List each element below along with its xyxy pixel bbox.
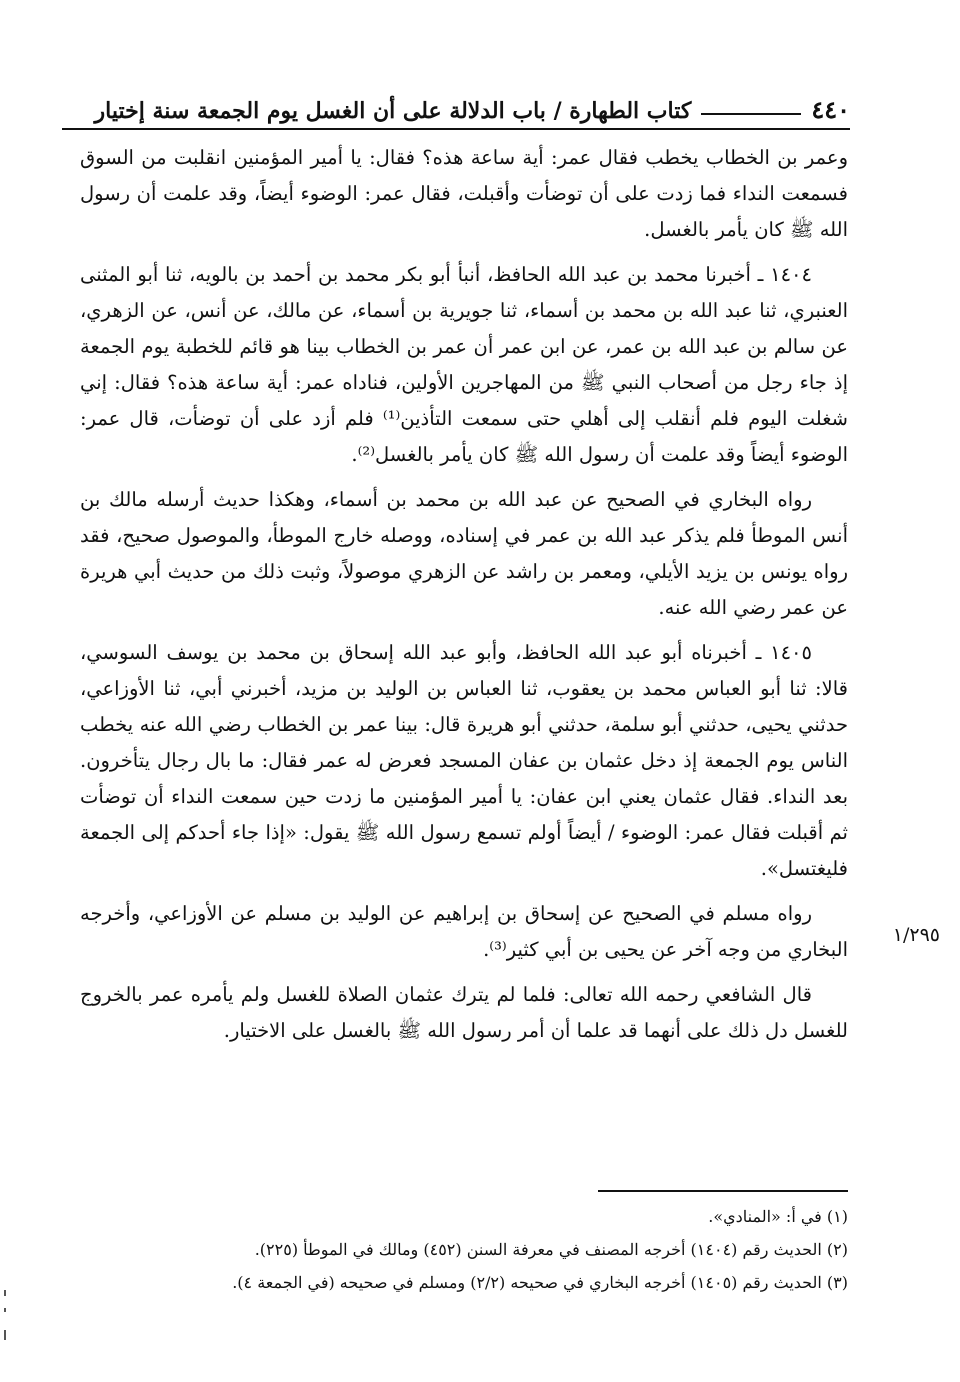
footnote-1: (١) في أ: «المنادي». <box>708 1207 848 1226</box>
paragraph-continuation: وعمر بن الخطاب يخطب فقال عمر: أية ساعة هذه؟ فقال: يا أمير المؤمنين انقلبت من السوق فسمعت النداء فما زدت على أن توضأت وأقبلت، فقال عمر: الوضوء أيضاً، وقد علمت أن رسول الله ﷺ كان يأمر بالغسل. <box>80 146 848 241</box>
page-header <box>62 82 850 130</box>
hadith-1404: ١٤٠٤ ـ أخبرنا محمد بن عبد الله الحافظ، أنبأ أبو بكر محمد بن أحمد بن بالويه، ثنا أبو المثنى العنبري، ثنا عبد الله بن محمد بن أسماء، ثنا جويرية بن أسماء، عن مالك، عن أنس، عن الزهري، عن سالم بن عبد الله بن عمر، عن ابن عمر أن عمر بن الخطاب بينا هو قائم للخطبة يوم الجمعة إذ جاء رجل من أصحاب النبي ﷺ من المهاجرين الأولين، فناداه عمر: أية ساعة هذه؟ فقال: إني شغلت اليوم فلم أنقلب إلى أهلي حتى سمعت التأذين⁽¹⁾ فلم أزد على أن توضأت، قال عمر: الوضوء أيضاً وقد علمت أن رسول الله ﷺ كان يأمر بالغسل⁽²⁾. <box>80 263 848 466</box>
shafii-commentary: قال الشافعي رحمه الله تعالى: فلما لم يترك عثمان الصلاة للغسل ولم يأمره عمر بالخروج للغسل دل ذلك على أنهما قد علما أن أمر رسول الله ﷺ بالغسل على الاختيار. <box>80 983 848 1042</box>
footnote-separator <box>598 1190 848 1192</box>
footnote-2: (٢) الحديث رقم (١٤٠٤) أخرجه المصنف في معرفة السنن (٤٥٢) ومالك في الموطأ (٢٢٥). <box>254 1240 848 1259</box>
commentary-1405: رواه مسلم في الصحيح عن إسحاق بن إبراهيم عن الوليد بن مسلم عن الأوزاعي، وأخرجه البخاري من وجه آخر عن يحيى بن أبي كثير⁽³⁾. <box>80 902 848 961</box>
scan-edge-mark <box>4 1290 6 1296</box>
scan-edge-mark <box>4 1330 6 1340</box>
page-number: ٤٤٠ <box>811 95 850 124</box>
commentary-1404: رواه البخاري في الصحيح عن عبد الله بن محمد بن أسماء، وهكذا حديث أرسله مالك بن أنس الموطأ فلم يذكر عبد الله بن عمر في إسناده، ووصله خارج الموطأ، والموصول صحيح، فقد رواه يونس بن يزيد الأيلي، ومعمر بن راشد عن الزهري موصولاً، وثبت ذلك من حديث أبي هريرة عن عمر رضي الله عنه. <box>80 488 848 619</box>
running-title: كتاب الطهارة / باب الدلالة على أن الغسل يوم الجمعة سنة إختيار <box>94 98 692 124</box>
scan-edge-mark <box>4 1308 6 1312</box>
footnote-3: (٣) الحديث رقم (١٤٠٥) أخرجه البخاري في صحيحه (٢/٢) ومسلم في صحيحه (في الجمعة ٤). <box>232 1273 848 1292</box>
footnotes <box>80 1200 848 1299</box>
page-body <box>80 140 848 1058</box>
hadith-1405: ١٤٠٥ ـ أخبرناه أبو عبد الله الحافظ، وأبو عبد الله إسحاق بن محمد بن يوسف السوسي، قالا: ثنا أبو العباس محمد بن يعقوب، ثنا العباس بن الوليد بن مزيد، أخبرني أبي، ثنا الأوزاعي، حدثني يحيى، حدثني أبو سلمة، حدثني أبو هريرة قال: بينا عمر بن الخطاب رضي الله عنه يخطب الناس يوم الجمعة إذ دخل عثمان بن عفان المسجد فعرض له عمر فقال: ما بال رجال يتأخرون. بعد النداء. فقال عثمان يعني ابن عفان: يا أمير المؤمنين ما زدت حين سمعت النداء أن توضأت ثم أقبلت فقال عمر: الوضوء / أيضاً أولم تسمع رسول الله ﷺ يقول: «إذا جاء أحدكم إلى الجمعة فليغتسل». <box>80 641 848 880</box>
margin-page-reference: ١/٢٩٥ <box>892 924 940 946</box>
header-dash-rule <box>701 113 801 115</box>
